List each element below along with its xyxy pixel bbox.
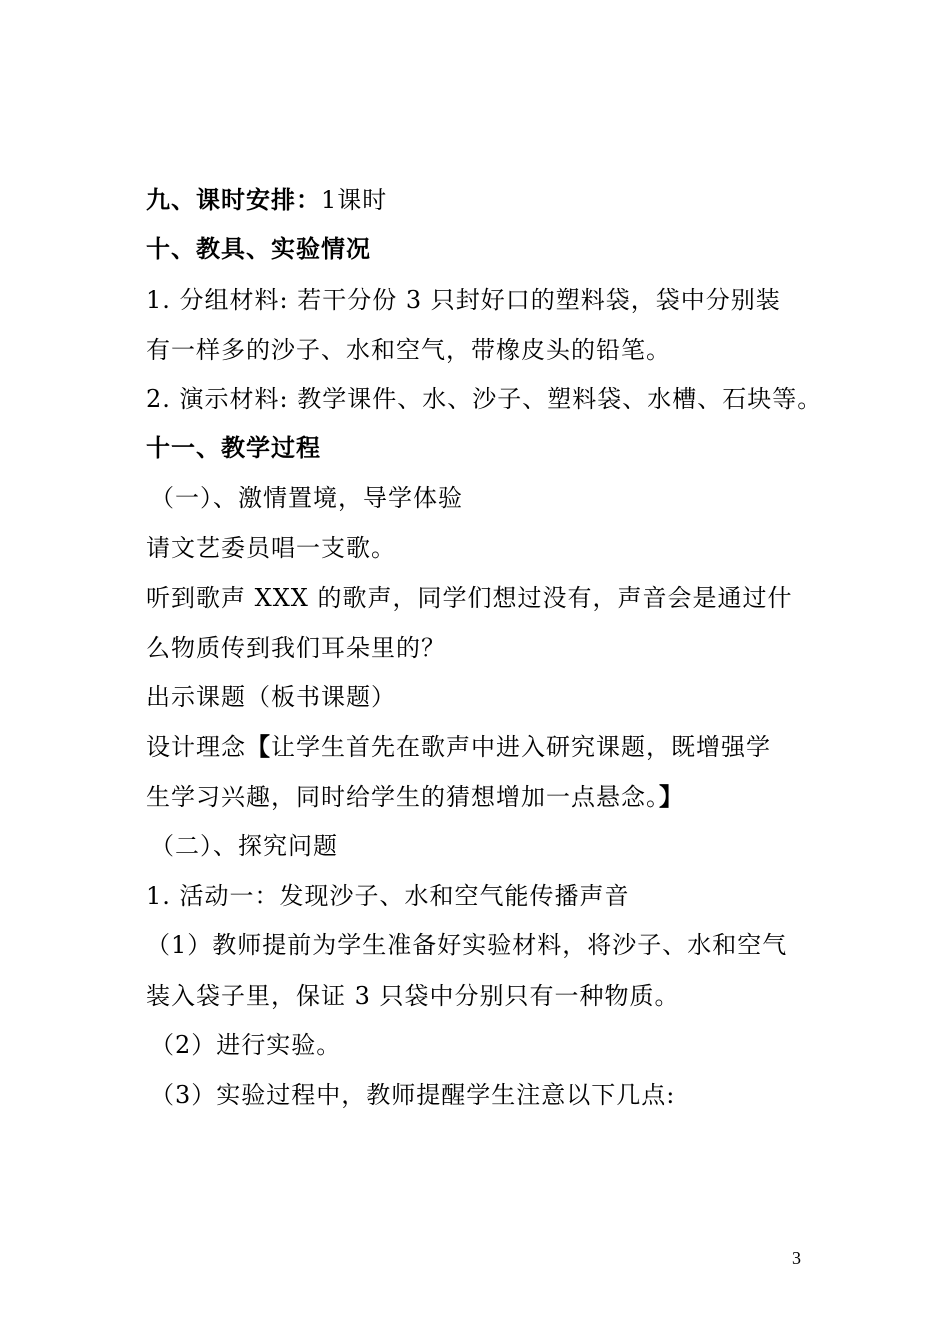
design-concept-label: 设计理念	[146, 733, 246, 761]
design-concept-line-2	[146, 781, 816, 813]
materials-demo-line: 2. 演示材料: 教学课件、水、沙子、塑料袋、水槽、石块等。	[146, 385, 823, 413]
design-concept-text-1: 让学生首先在歌声中进入研究课题，既增强学	[271, 733, 771, 761]
page-number: 3	[792, 1248, 801, 1268]
close-bracket: 】	[659, 783, 684, 811]
section-11-heading: 十一、教学过程	[146, 434, 321, 462]
activity-1-heading: 1. 活动一：发现沙子、水和空气能传播声音	[146, 882, 630, 910]
step-1-line-2: 装入袋子里，保证 3 只袋中分别只有一种物质。	[146, 982, 680, 1010]
paragraph-topic: 出示课题（板书课题）	[146, 683, 396, 711]
step-3-line: （3）实验过程中，教师提醒学生注意以下几点:	[150, 1081, 676, 1109]
paragraph-question-line-2: 么物质传到我们耳朵里的？	[146, 634, 446, 662]
subsection-1-heading: （一）、激情置境，导学体验	[150, 484, 463, 512]
design-concept-text-2: 生学习兴趣，同时给学生的猜想增加一点悬念。	[146, 783, 659, 811]
materials-group-line-1: 1. 分组材料: 若干分份 3 只封好口的塑料袋，袋中分别装	[146, 286, 781, 314]
step-1-line-1: （1）教师提前为学生准备好实验材料，将沙子、水和空气	[146, 931, 788, 959]
section-10-heading: 十、教具、实验情况	[146, 235, 371, 263]
paragraph-question-line-1: 听到歌声 XXX 的歌声，同学们想过没有，声音会是通过什	[146, 584, 793, 612]
subsection-2-heading: （二）、探究问题	[150, 832, 338, 860]
materials-group-line-2: 有一样多的沙子、水和空气，带橡皮头的铅笔。	[146, 336, 671, 364]
paragraph-song: 请文艺委员唱一支歌。	[146, 534, 396, 562]
section-9-heading	[146, 184, 816, 216]
section-9-value: 1课时	[321, 186, 388, 214]
design-concept-line-1	[146, 731, 816, 763]
open-bracket: 【	[246, 733, 271, 761]
section-9-title: 九、课时安排：	[146, 186, 321, 214]
step-2-line: （2）进行实验。	[150, 1031, 342, 1059]
